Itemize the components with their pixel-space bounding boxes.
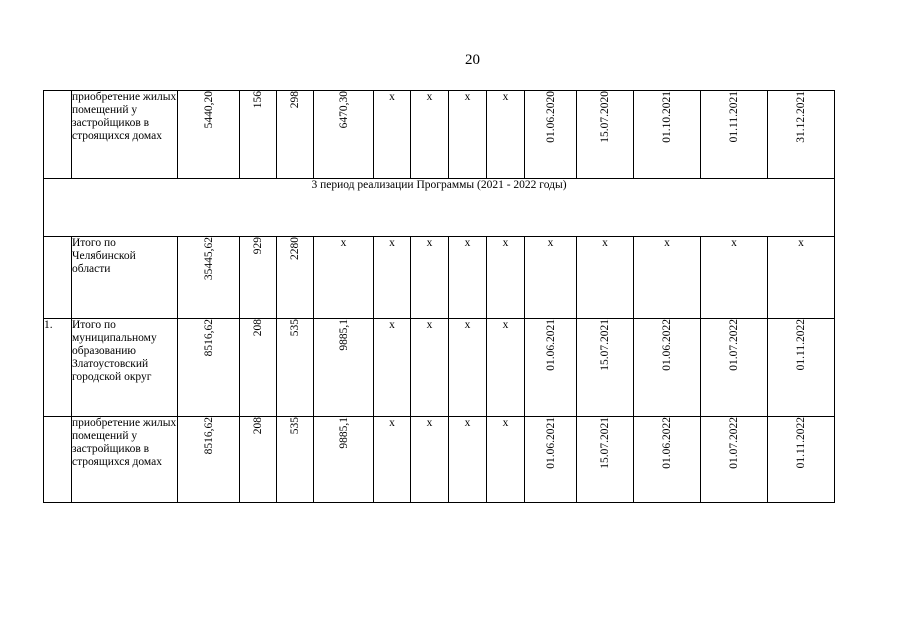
- cell-x: x: [768, 237, 835, 319]
- row-label: приобретение жилых помещений у застройщиков в строящихся домах: [72, 91, 178, 179]
- cell-x: x: [449, 237, 487, 319]
- cell-x: x: [374, 319, 411, 417]
- cell-x: x: [449, 91, 487, 179]
- cell-x: x: [525, 237, 577, 319]
- cell-area: 9885,1: [314, 417, 374, 503]
- cell-date: 01.10.2021: [634, 91, 701, 179]
- cell-amount: 8516,62: [178, 319, 240, 417]
- cell-date: 01.11.2022: [768, 319, 835, 417]
- cell-date: 01.06.2021: [525, 319, 577, 417]
- cell-x: x: [314, 237, 374, 319]
- cell-persons: 535: [277, 417, 314, 503]
- cell-date: 15.07.2020: [577, 91, 634, 179]
- cell-persons: 2280: [277, 237, 314, 319]
- row-number: [44, 417, 72, 503]
- cell-x: x: [487, 91, 525, 179]
- cell-persons: 535: [277, 319, 314, 417]
- cell-date: 01.06.2022: [634, 319, 701, 417]
- cell-date: 01.07.2022: [701, 319, 768, 417]
- row-label: Итого по Челябинской области: [72, 237, 178, 319]
- cell-date: 01.11.2022: [768, 417, 835, 503]
- period-heading: 3 период реализации Программы (2021 - 2022 годы): [44, 179, 835, 237]
- cell-persons: 298: [277, 91, 314, 179]
- cell-x: x: [411, 237, 449, 319]
- cell-x: x: [374, 417, 411, 503]
- table-row: [44, 237, 835, 319]
- cell-x: x: [374, 237, 411, 319]
- program-table: [43, 90, 835, 503]
- cell-x: x: [487, 237, 525, 319]
- cell-people: 156: [240, 91, 277, 179]
- cell-x: x: [487, 319, 525, 417]
- cell-area: 9885,1: [314, 319, 374, 417]
- cell-date: 15.07.2021: [577, 319, 634, 417]
- cell-date: 01.06.2021: [525, 417, 577, 503]
- cell-area: 6470,30: [314, 91, 374, 179]
- cell-x: x: [374, 91, 411, 179]
- row-label: Итого по муниципальному образованию Златоустовский городской округ: [72, 319, 178, 417]
- table-row: [44, 319, 835, 417]
- cell-amount: 35445,62: [178, 237, 240, 319]
- period-row: [44, 179, 835, 237]
- row-number: [44, 91, 72, 179]
- cell-date: 01.06.2020: [525, 91, 577, 179]
- page-number: 20: [465, 52, 480, 68]
- cell-x: x: [577, 237, 634, 319]
- cell-people: 208: [240, 417, 277, 503]
- cell-x: x: [701, 237, 768, 319]
- cell-date: 31.12.2021: [768, 91, 835, 179]
- cell-amount: 5440,20: [178, 91, 240, 179]
- cell-date: 01.07.2022: [701, 417, 768, 503]
- cell-x: x: [449, 319, 487, 417]
- row-label: приобретение жилых помещений у застройщиков в строящихся домах: [72, 417, 178, 503]
- table-row: [44, 417, 835, 503]
- cell-x: x: [449, 417, 487, 503]
- cell-x: x: [487, 417, 525, 503]
- cell-people: 929: [240, 237, 277, 319]
- cell-x: x: [411, 91, 449, 179]
- cell-date: 01.06.2022: [634, 417, 701, 503]
- cell-date: 01.11.2021: [701, 91, 768, 179]
- table-row: [44, 91, 835, 179]
- cell-date: 15.07.2021: [577, 417, 634, 503]
- row-number: [44, 237, 72, 319]
- cell-x: x: [411, 417, 449, 503]
- cell-x: x: [411, 319, 449, 417]
- cell-people: 208: [240, 319, 277, 417]
- cell-x: x: [634, 237, 701, 319]
- cell-amount: 8516,62: [178, 417, 240, 503]
- row-number: 1.: [44, 319, 72, 417]
